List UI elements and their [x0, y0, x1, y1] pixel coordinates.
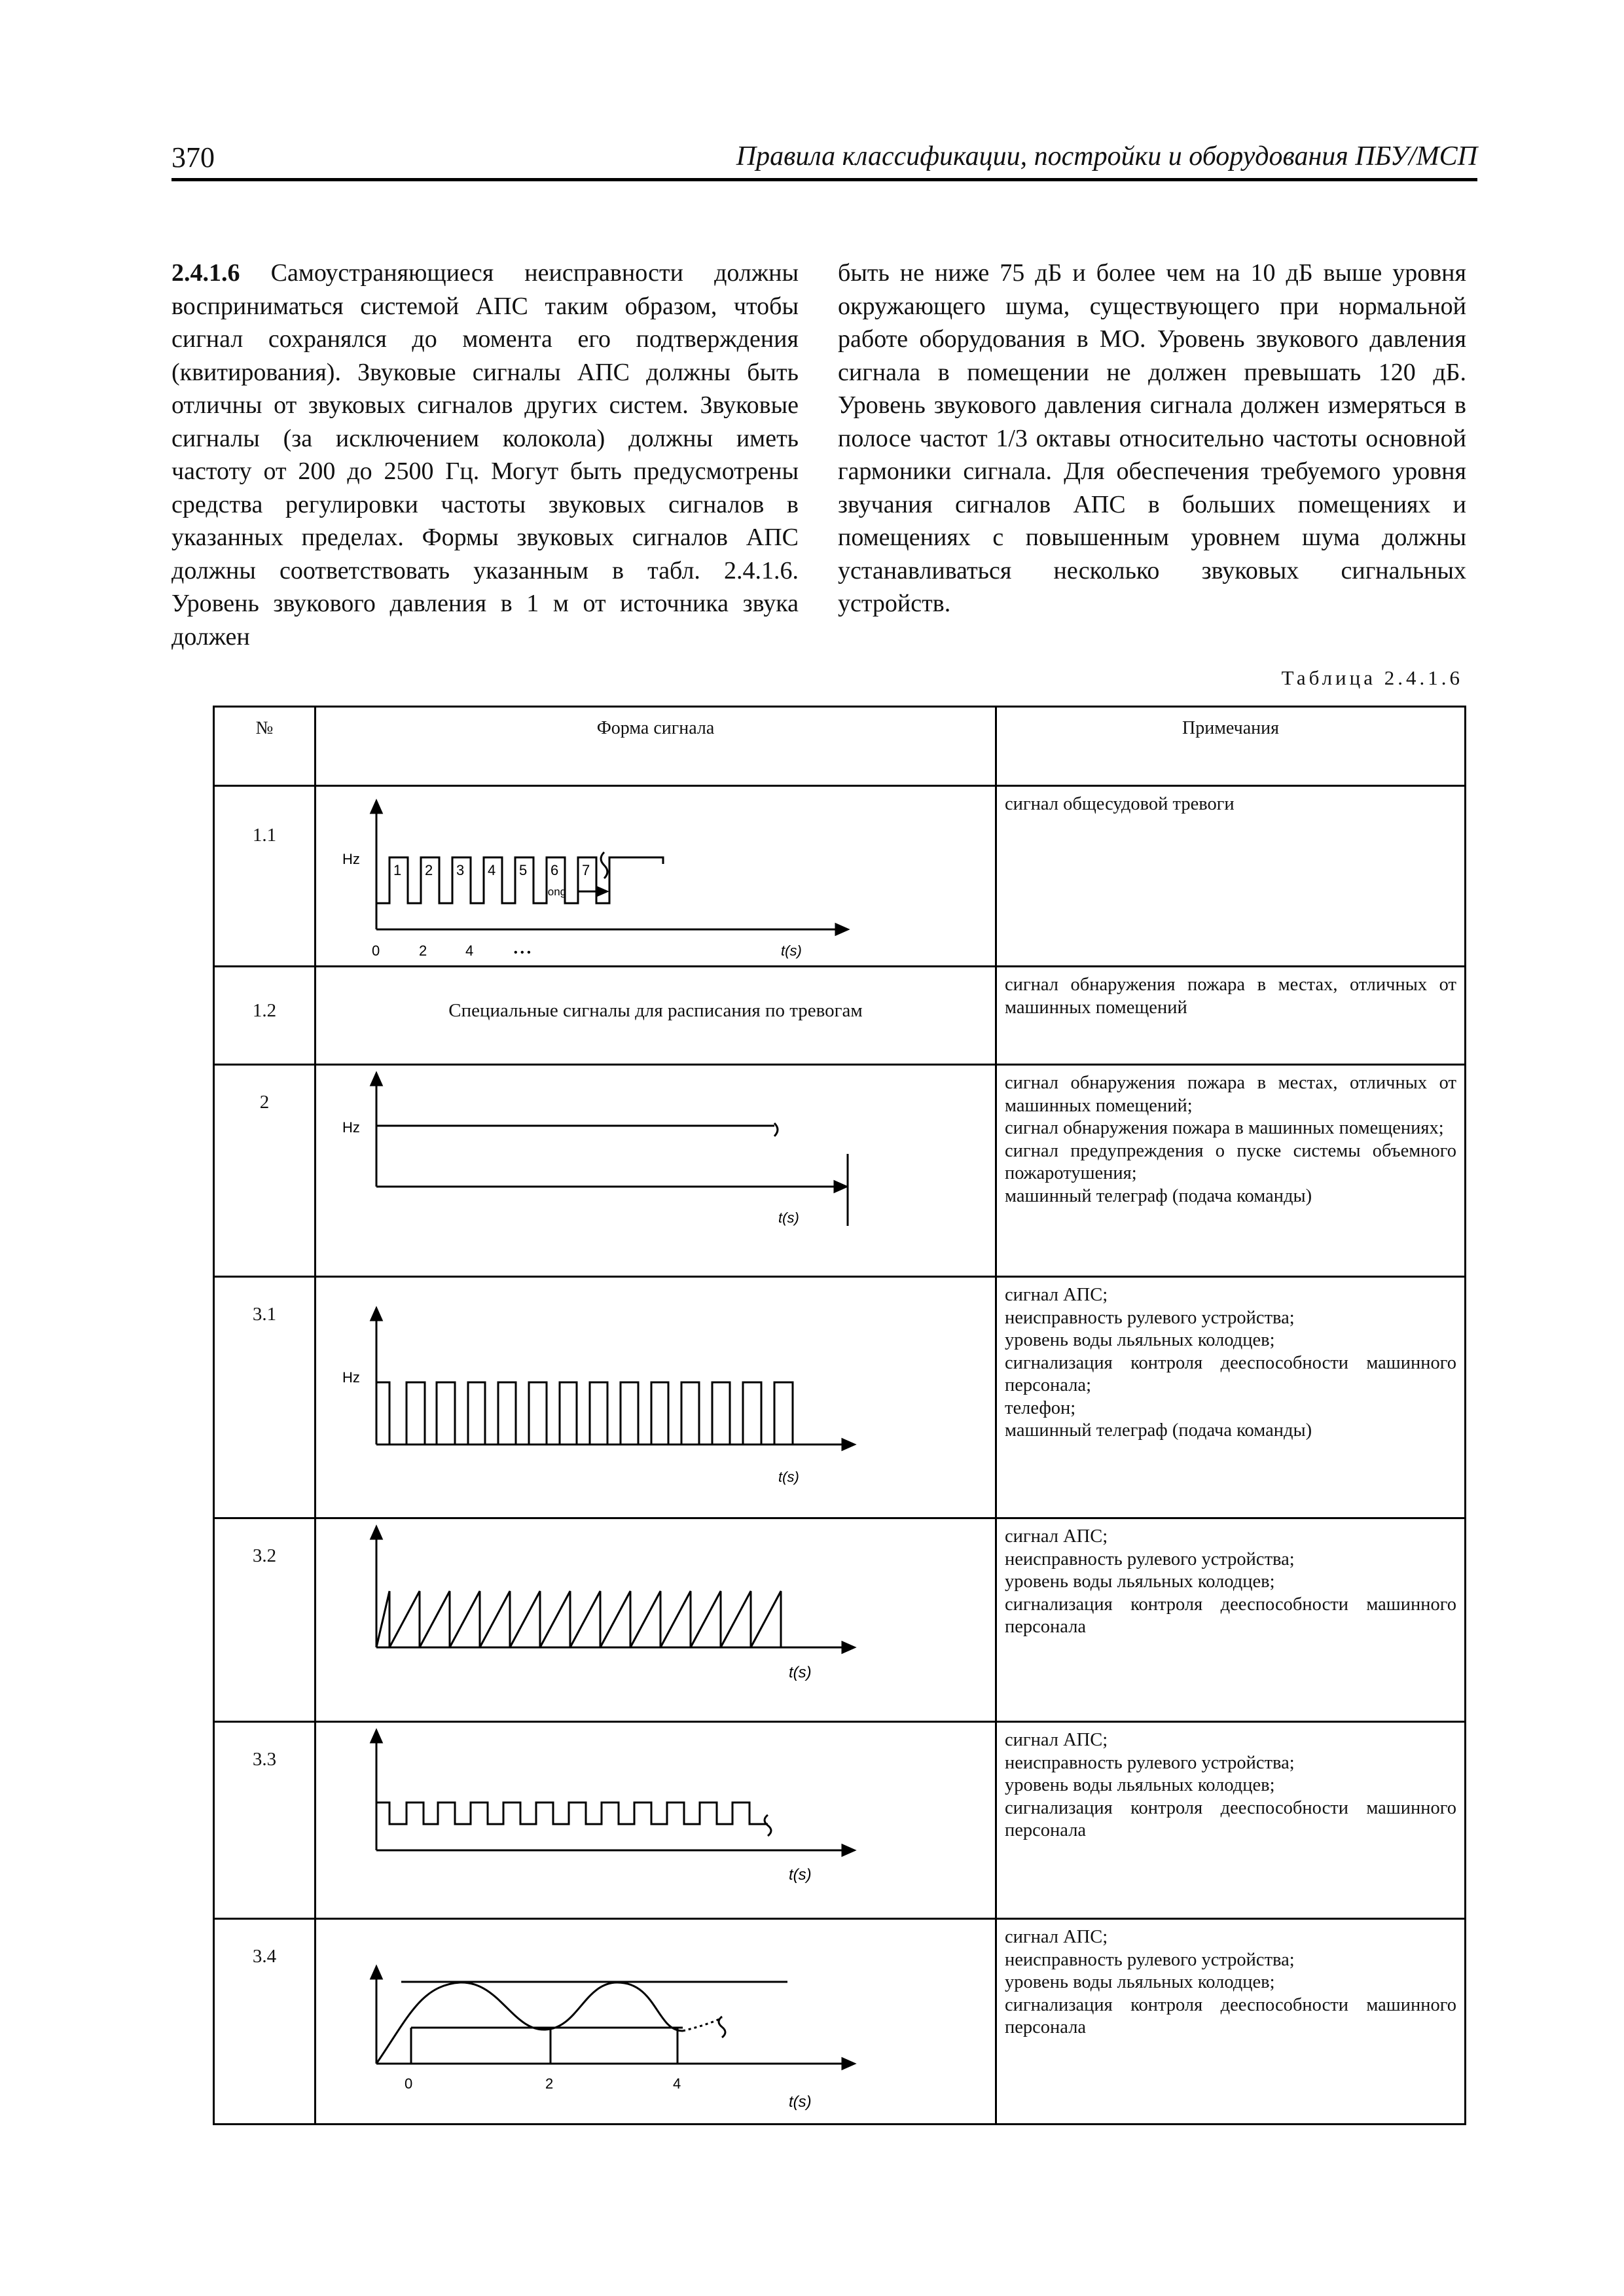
note-line: сигнализация контроля дееспособности машинного персонала	[1005, 1594, 1456, 1637]
note-line: сигнал АПС;	[1005, 1526, 1108, 1547]
paragraph-2-4-1-6	[171, 257, 799, 653]
note-line: сигнал предупреждения о пуске системы объемного пожаротушения;	[1005, 1140, 1456, 1183]
right-column-text: быть не ниже 75 дБ и более чем на 10 дБ выше уровня окружающего шума, существующего при нормальной работе оборудования в МО. Уровень звукового давления сигнала в помещении не должен превышать 120 дБ. Уровень звукового давления сигнала должен измеряться в полосе частот 1/3 октавы относительно частоты основной гармоники сигнала. Для обеспечения требуемого уровня звучания сигналов АПС в больших помещениях и помещениях с повышенным уровнем шума должны устанавливаться несколько звуковых сигнальных устройств.	[838, 259, 1466, 617]
sawtooth-waveform	[316, 1519, 997, 1717]
header-notes: Примечания	[996, 707, 1466, 786]
pulse-number: 4	[488, 862, 496, 878]
hz-label: Hz	[342, 1369, 360, 1386]
pulse-number: 5	[519, 862, 528, 878]
row-number: 2	[259, 1092, 270, 1113]
right-text-column	[838, 257, 1466, 620]
row-notes	[996, 1722, 1466, 1919]
special-signals-text: Специальные сигналы для расписания по тревогам	[448, 1000, 863, 1021]
note-line: неисправность рулевого устройства;	[1005, 1549, 1295, 1570]
intermittent-tone-waveform	[316, 1278, 997, 1514]
hz-label: Hz	[342, 851, 360, 867]
left-text-column	[171, 257, 799, 653]
section-number: 2.4.1.6	[171, 259, 240, 287]
header-rule	[171, 178, 1477, 181]
row-number: 3.3	[252, 1749, 277, 1770]
row-notes	[996, 786, 1466, 967]
time-axis-label: t(s)	[778, 1210, 799, 1226]
note-line: сигнал АПС;	[1005, 1927, 1108, 1947]
row-number: 1.1	[252, 825, 277, 846]
header-form: Форма сигнала	[316, 707, 996, 786]
note-line: сигнал обнаружения пожара в местах, отличных от машинных помещений	[1005, 975, 1456, 1018]
note-line: сигнал АПС;	[1005, 1285, 1108, 1305]
time-axis-label: t(s)	[789, 1866, 812, 1884]
hz-label: Hz	[342, 1119, 360, 1136]
table-caption: Таблица 2.4.1.6	[1281, 666, 1463, 689]
tick-label-4: 4	[465, 942, 474, 959]
table-row	[214, 1065, 1466, 1277]
pulse-number: 2	[425, 862, 433, 878]
left-column-text: Самоустраняющиеся неисправности должны восприниматься системой АПС таким образом, чтобы сигнал сохранялся до момента его подтверждения (квитирования). Звуковые сигналы АПС должны быть отличны от звуковых сигналов других систем. Звуковые сигналы (за исключением колокола) должны иметь частоту от 200 до 2500 Гц. Могут быть предусмотрены средства регулировки частоты звуковых сигналов в указанных пределах. Формы звуковых сигналов АПС должны соответствовать указанным в табл. 2.4.1.6. Уровень звукового давления в 1 м от источника звука должен	[171, 259, 799, 651]
tick-label-2: 2	[545, 2075, 554, 2092]
table-row	[214, 1722, 1466, 1919]
note-line: сигнал АПС;	[1005, 1730, 1108, 1750]
table-row	[214, 1919, 1466, 2125]
note-line: сигнализация контроля дееспособности машинного персонала;	[1005, 1352, 1456, 1395]
table-row	[214, 1277, 1466, 1518]
alternating-tone-waveform	[316, 1723, 997, 1914]
note-line: телефон;	[1005, 1397, 1076, 1418]
time-axis-label: t(s)	[789, 2093, 812, 2111]
table-row	[214, 967, 1466, 1065]
note-line: уровень воды льяльных колодцев;	[1005, 1571, 1275, 1592]
row-notes	[996, 1277, 1466, 1518]
running-title: Правила классификации, постройки и оборудования ПБУ/МСП	[736, 141, 1477, 171]
continuous-tone-waveform	[316, 1066, 997, 1272]
row-notes	[996, 1518, 1466, 1722]
table-row	[214, 1518, 1466, 1722]
tick-label-4: 4	[673, 2075, 681, 2092]
header-number: №	[214, 707, 316, 786]
pulse-number: 7	[582, 862, 590, 878]
row-number: 3.2	[252, 1545, 277, 1566]
general-alarm-waveform	[316, 787, 997, 962]
page-number: 370	[171, 141, 215, 173]
sweep-tone-waveform	[316, 1920, 997, 2120]
note-line: уровень воды льяльных колодцев;	[1005, 1972, 1275, 1992]
note-line: неисправность рулевого устройства;	[1005, 1752, 1295, 1773]
tick-label-0: 0	[372, 942, 380, 959]
pulse-number: 1	[393, 862, 402, 878]
row-number: 3.4	[252, 1946, 277, 1967]
note-line: машинный телеграф (подача команды)	[1005, 1185, 1312, 1206]
page-header	[171, 141, 1477, 180]
note-line: сигнал обнаружения пожара в машинных помещениях;	[1005, 1118, 1444, 1138]
row-notes	[996, 1919, 1466, 2125]
time-axis-label: t(s)	[789, 1664, 812, 1681]
note-line: сигнализация контроля дееспособности машинного персонала	[1005, 1994, 1456, 2037]
row-number: 3.1	[252, 1304, 277, 1325]
tick-label-2: 2	[419, 942, 427, 959]
tick-label-0: 0	[405, 2075, 413, 2092]
note-line: уровень воды льяльных колодцев;	[1005, 1775, 1275, 1795]
note-line: сигнал обнаружения пожара в местах, отличных от машинных помещений;	[1005, 1073, 1456, 1116]
note-line: уровень воды льяльных колодцев;	[1005, 1330, 1275, 1350]
time-axis-label: t(s)	[781, 942, 802, 959]
note-line: неисправность рулевого устройства;	[1005, 1307, 1295, 1328]
table-header-row	[214, 707, 1466, 786]
note-line: машинный телеграф (подача команды)	[1005, 1420, 1312, 1441]
pulse-number: 6	[550, 862, 559, 878]
long-label: long	[545, 886, 567, 898]
note-line: сигнализация контроля дееспособности машинного персонала	[1005, 1797, 1456, 1840]
table-row	[214, 786, 1466, 967]
note-line: сигнал общесудовой тревоги	[1005, 794, 1235, 814]
row-notes	[996, 1065, 1466, 1277]
signals-table	[213, 706, 1466, 2125]
note-line: неисправность рулевого устройства;	[1005, 1949, 1295, 1970]
pulse-number: 3	[456, 862, 465, 878]
row-notes	[996, 967, 1466, 1065]
time-axis-label: t(s)	[778, 1469, 799, 1485]
row-number: 1.2	[252, 1000, 277, 1021]
ellipsis-label: • • •	[514, 947, 531, 958]
